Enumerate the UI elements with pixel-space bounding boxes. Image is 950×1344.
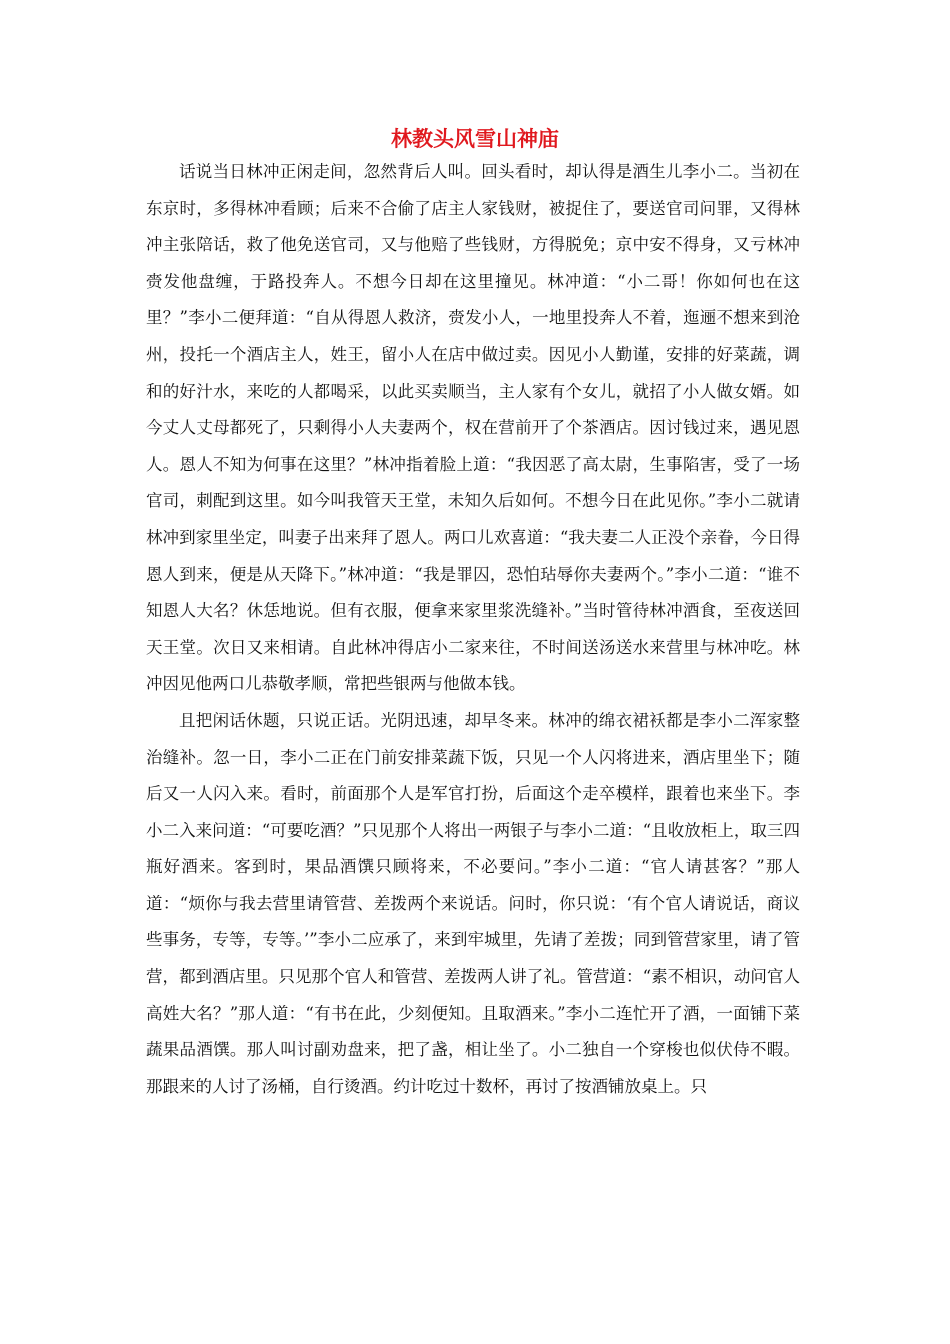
document-title: 林教头风雪山神庙: [391, 127, 559, 151]
document-body: [146, 154, 800, 1105]
paragraph-2: 且把闲话休题，只说正话。光阴迅速，却早冬来。林冲的绵衣裙袄都是李小二浑家整治缝补。忽一日，李小二正在门前安排菜蔬下饭，只见一个人闪将进来，酒店里坐下；随后又一人闪入来。看时，前面那个人是军官打扮，后面这个走卒模样，跟着也来坐下。李小二入来问道：“可要吃酒？”只见那个人将出一两银子与李小二道：“且收放柜上，取三四瓶好酒来。客到时，果品酒馔只顾将来，不必要问。”李小二道：“官人请甚客？”那人道：“烦你与我去营里请管营、差拨两个来说话。问时，你只说：‘有个官人请说话，商议些事务，专等，专等。’”李小二应承了，来到牢城里，先请了差拨；同到管营家里，请了管营，都到酒店里。只见那个官人和管营、差拨两人讲了礼。管营道：“素不相识，动问官人高姓大名？”那人道：“有书在此，少刻便知。且取酒来。”李小二连忙开了酒，一面铺下菜蔬果品酒馔。那人叫讨副劝盘来，把了盏，相让坐了。小二独自一个穿梭也似伏侍不暇。那跟来的人讨了汤桶，自行烫酒。约计吃过十数杯，再讨了按酒铺放桌上。只: [146, 710, 800, 1096]
paragraph-1: 话说当日林冲正闲走间，忽然背后人叫。回头看时，却认得是酒生儿李小二。当初在东京时，多得林冲看顾；后来不合偷了店主人家钱财，被捉住了，要送官司问罪，又得林冲主张陪话，救了他免送官司，又与他赔了些钱财，方得脱免；京中安不得身，又亏林冲赍发他盘缠，于路投奔人。不想今日却在这里撞见。林冲道：“小二哥！你如何也在这里？”李小二便拜道：“自从得恩人救济，赍发小人，一地里投奔人不着，迤逦不想来到沧州，投托一个酒店主人，姓王，留小人在店中做过卖。因见小人勤谨，安排的好菜蔬，调和的好汁水，来吃的人都喝采，以此买卖顺当，主人家有个女儿，就招了小人做女婿。如今丈人丈母都死了，只剩得小人夫妻两个，权在营前开了个茶酒店。因讨钱过来，遇见恩人。恩人不知为何事在这里？”林冲指着脸上道：“我因恶了高太尉，生事陷害，受了一场官司，刺配到这里。如今叫我管天王堂，未知久后如何。不想今日在此见你。”李小二就请林冲到家里坐定，叫妻子出来拜了恩人。两口儿欢喜道：“我夫妻二人正没个亲眷，今日得恩人到来，便是从天降下。”林冲道：“我是罪囚，恐怕玷辱你夫妻两个。”李小二道：“谁不知恩人大名？休恁地说。但有衣服，便拿来家里浆洗缝补。”当时管待林冲酒食，至夜送回天王堂。次日又来相请。自此林冲得店小二家来往，不时间送汤送水来营里与林冲吃。林冲因见他两口儿恭敬孝顺，常把些银两与他做本钱。: [146, 162, 800, 694]
